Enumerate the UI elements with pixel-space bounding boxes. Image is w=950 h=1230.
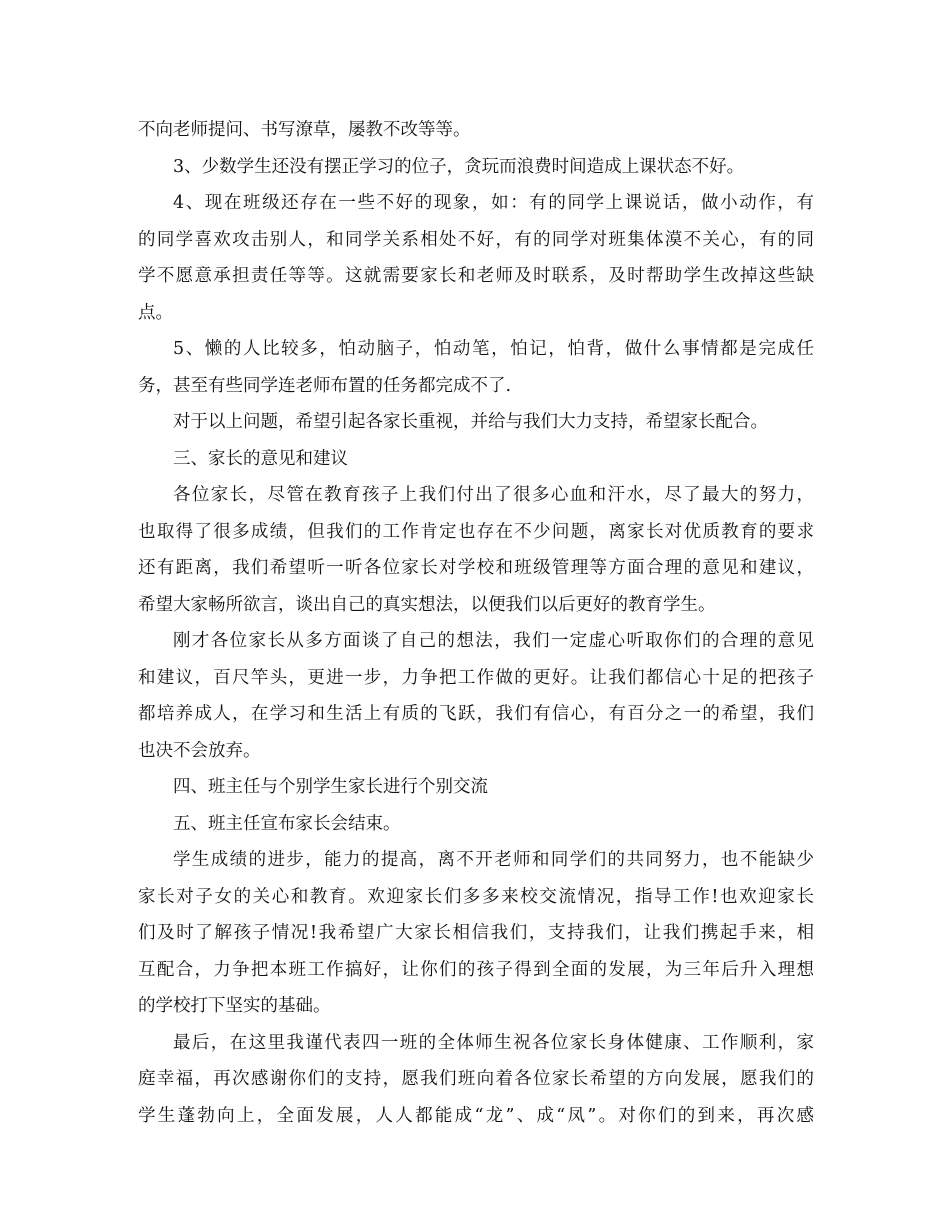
text-line: 家长对子女的关心和教育。欢迎家长们多多来校交流情况，指导工作!也欢迎家长 — [138, 886, 814, 907]
text-line: 学生蓬勃向上，全面发展，人人都能成“龙”、成“凤”。对你们的到来，再次感 — [138, 1105, 814, 1126]
text-line: 庭幸福，再次感谢你们的支持，愿我们班向着各位家长希望的方向发展，愿我们的 — [138, 1069, 814, 1089]
text-line: 学生成绩的进步，能力的提高，离不开老师和同学们的共同努力，也不能缺少 — [173, 850, 814, 870]
text-line: 务，甚至有些同学连老师布置的任务都完成不了. — [138, 375, 512, 396]
text-line: 五、班主任宣布家长会结束。 — [173, 813, 401, 834]
text-line: 还有距离，我们希望听一听各位家长对学校和班级管理等方面合理的意见和建议， — [138, 558, 814, 578]
text-line: 的同学喜欢攻击别人，和同学关系相处不好，有的同学对班集体漠不关心，有的同 — [138, 229, 814, 250]
text-line: 不向老师提问、书写潦草，屡教不改等等。 — [138, 120, 471, 140]
text-line: 也取得了很多成绩，但我们的工作肯定也存在不少问题，离家长对优质教育的要求 — [138, 521, 814, 542]
text-line: 点。 — [138, 302, 173, 323]
document-body-text — [138, 112, 814, 1134]
text-line: 四、班主任与个别学生家长进行个别交流 — [173, 777, 488, 797]
text-line: 和建议，百尺竿头，更进一步，力争把工作做的更好。让我们都信心十足的把孩子 — [138, 667, 814, 688]
text-line: 希望大家畅所欲言，谈出自己的真实想法，以便我们以后更好的教育学生。 — [138, 594, 716, 615]
text-line: 3、少数学生还没有摆正学习的位子，贪玩而浪费时间造成上课状态不好。 — [173, 156, 745, 177]
text-line: 学不愿意承担责任等等。这就需要家长和老师及时联系，及时帮助学生改掉这些缺 — [138, 266, 814, 286]
text-line: 都培养成人，在学习和生活上有质的飞跃，我们有信心，有百分之一的希望，我们 — [138, 704, 814, 724]
text-line: 互配合，力争把本班工作搞好，让你们的孩子得到全面的发展，为三年后升入理想 — [138, 959, 814, 980]
text-line: 4、现在班级还存在一些不好的现象，如：有的同学上课说话，做小动作，有 — [173, 193, 814, 213]
text-line: 们及时了解孩子情况!我希望广大家长相信我们，支持我们，让我们携起手来，相 — [138, 923, 814, 943]
text-line: 三、家长的意见和建议 — [173, 448, 348, 469]
text-line: 也决不会放弃。 — [138, 740, 261, 761]
text-line: 各位家长，尽管在教育孩子上我们付出了很多心血和汗水，尽了最大的努力， — [173, 485, 814, 505]
text-line: 对于以上问题，希望引起各家长重视，并给与我们大力支持，希望家长配合。 — [173, 412, 768, 432]
text-line: 刚才各位家长从多方面谈了自己的想法，我们一定虚心听取你们的合理的意见 — [173, 631, 814, 651]
text-line: 5、懒的人比较多，怕动脑子，怕动笔，怕记，怕背，做什么事情都是完成任 — [173, 339, 814, 359]
text-line: 最后，在这里我谨代表四一班的全体师生祝各位家长身体健康、工作顺利，家 — [173, 1032, 814, 1053]
text-line: 的学校打下坚实的基础。 — [138, 996, 331, 1016]
